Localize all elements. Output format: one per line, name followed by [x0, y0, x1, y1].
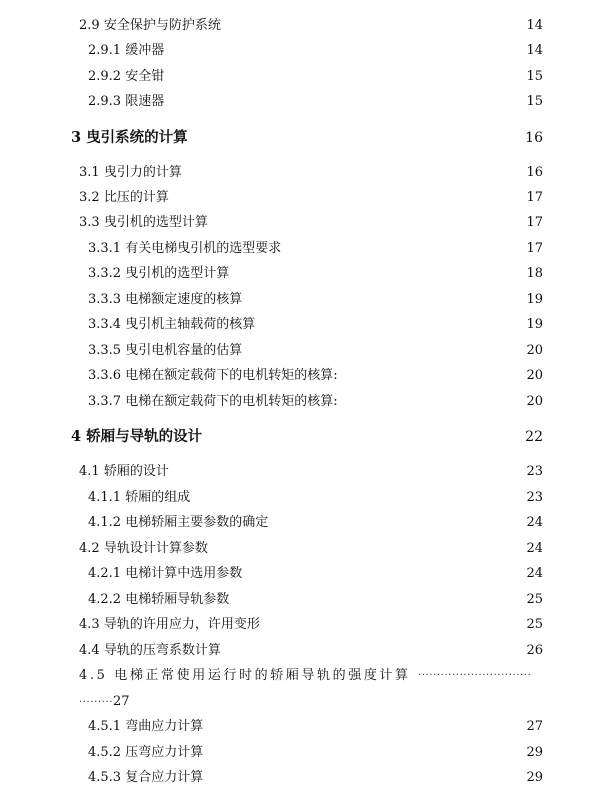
- toc-entry-wrapped: [0, 665, 603, 687]
- toc-entry-page: 26: [526, 643, 543, 658]
- toc-entry-page: 20: [526, 394, 543, 409]
- toc-entry-label: 4.1 轿厢的设计: [79, 464, 169, 479]
- toc-entry-page: 20: [526, 368, 543, 383]
- toc-entry-label: 4.5.2 压弯应力计算: [88, 745, 204, 760]
- toc-entry-page: 18: [526, 266, 543, 281]
- toc-entry-label: 3.1 曳引力的计算: [79, 165, 182, 180]
- toc-entry-page: 15: [526, 94, 543, 109]
- toc-entry: [0, 767, 603, 789]
- toc-entry-page: 17: [526, 241, 543, 256]
- toc-entry-page: 23: [526, 464, 543, 479]
- toc-entry-label: 4.3 导轨的许用应力，许用变形: [79, 617, 260, 632]
- toc-entry-page: 17: [526, 215, 543, 230]
- toc-entry-page: 14: [526, 18, 543, 33]
- toc-chapter: [0, 127, 603, 149]
- toc-entry: [0, 15, 603, 37]
- toc-entry: [0, 212, 603, 234]
- toc-entry: [0, 66, 603, 88]
- toc-entry-label: 2.9 安全保护与防护系统: [79, 18, 221, 33]
- toc-entry-page: 27: [526, 719, 543, 734]
- toc-chapter-label: 3 曳引系统的计算: [71, 129, 188, 146]
- toc-entry: [0, 512, 603, 534]
- toc-entry-page: 19: [526, 292, 543, 307]
- toc-entry-page: 25: [526, 617, 543, 632]
- toc-entry-page: 24: [526, 541, 543, 556]
- toc-entry-label: 2.9.3 限速器: [88, 94, 165, 109]
- toc-entry-label: 3.3.4 曳引机主轴载荷的核算: [88, 317, 256, 332]
- toc-entry: [0, 742, 603, 764]
- toc-entry-page: 14: [526, 43, 543, 58]
- toc-entry-page: 29: [526, 745, 543, 760]
- toc-chapter: [0, 426, 603, 448]
- toc-entry-page: 25: [526, 592, 543, 607]
- toc-entry-label: 4.5.3 复合应力计算: [88, 770, 204, 785]
- toc-entry-page: 24: [526, 566, 543, 581]
- toc-entry-page: 19: [526, 317, 543, 332]
- toc-entry-label: 3.3.5 曳引电机容量的估算: [88, 343, 243, 358]
- toc-entry: [0, 640, 603, 662]
- toc-entry: [0, 314, 603, 336]
- toc-entry-label: 3.2 比压的计算: [79, 190, 169, 205]
- toc-entry-page: 29: [526, 770, 543, 785]
- toc-entry: [0, 263, 603, 285]
- toc-entry: [0, 162, 603, 184]
- toc-entry-page: 17: [526, 190, 543, 205]
- toc-entry: [0, 716, 603, 738]
- toc-chapter-label: 4 轿厢与导轨的设计: [71, 428, 203, 445]
- toc-entry-continuation: [79, 691, 130, 714]
- toc-entry-label: 4.1.1 轿厢的组成: [88, 490, 191, 505]
- toc-entry: [0, 461, 603, 483]
- toc-entry-label: 3.3.1 有关电梯曳引机的选型要求: [88, 241, 282, 256]
- toc-entry: [0, 614, 603, 636]
- toc-entry-label: 4.5 电梯正常使用运行时的轿厢导轨的强度计算: [79, 668, 411, 683]
- toc-chapter-page: 16: [525, 130, 543, 146]
- toc-entry-wrapped-continuation: [0, 691, 603, 713]
- toc-chapter-page: 22: [525, 429, 543, 445]
- toc-entry: [0, 365, 603, 387]
- toc-entry: [0, 238, 603, 260]
- toc-entry-label: 2.9.1 缓冲器: [88, 43, 165, 58]
- toc-entry: [0, 391, 603, 413]
- toc-entry: [0, 589, 603, 611]
- toc-entry: [0, 487, 603, 509]
- toc-entry: [0, 40, 603, 62]
- toc-entry-page: 16: [526, 165, 543, 180]
- toc-entry: [0, 340, 603, 362]
- toc-entry-label: 3.3.2 曳引机的选型计算: [88, 266, 230, 281]
- toc-entry-label: 3.3 曳引机的选型计算: [79, 215, 208, 230]
- toc-entry-page: 15: [526, 69, 543, 84]
- toc-entry-label: 4.5.1 弯曲应力计算: [88, 719, 204, 734]
- toc-entry-label: 4.2.1 电梯计算中选用参数: [88, 566, 243, 581]
- toc-entry-page: 27: [113, 693, 130, 709]
- toc-entry-label: 2.9.2 安全钳: [88, 69, 165, 84]
- toc-entry: [0, 538, 603, 560]
- toc-entry: [0, 91, 603, 113]
- toc-entry: [0, 289, 603, 311]
- toc-entry-page: 23: [526, 490, 543, 505]
- toc-entry-page: 20: [526, 343, 543, 358]
- toc-leader-dots: ·········: [79, 696, 114, 708]
- toc-entry-label: 3.3.6 电梯在额定载荷下的电机转矩的核算:: [88, 368, 338, 383]
- toc-entry-label: 4.4 导轨的压弯系数计算: [79, 643, 221, 658]
- toc-entry-label: 4.1.2 电梯轿厢主要参数的确定: [88, 515, 269, 530]
- toc-entry-label: 3.3.7 电梯在额定载荷下的电机转矩的核算:: [88, 394, 338, 409]
- toc-entry: [0, 187, 603, 209]
- toc-entry: [0, 563, 603, 585]
- toc-leader-dots: ······························: [418, 670, 532, 681]
- toc-entry-label: 4.2 导轨设计计算参数: [79, 541, 208, 556]
- toc-entry-page: 24: [526, 515, 543, 530]
- toc-entry-label: 4.2.2 电梯轿厢导轨参数: [88, 592, 230, 607]
- toc-entry-label: 3.3.3 电梯额定速度的核算: [88, 292, 243, 307]
